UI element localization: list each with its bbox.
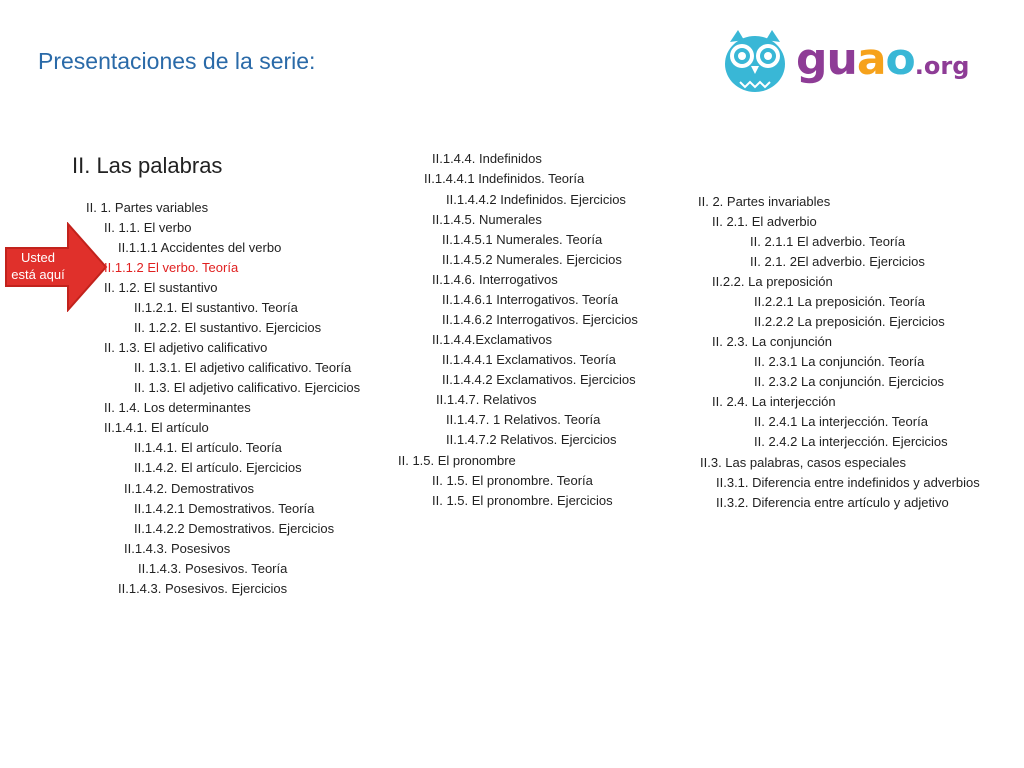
page-title: Presentaciones de la serie: xyxy=(38,48,316,74)
outline-item[interactable]: II.3.2. Diferencia entre artículo y adjetivo xyxy=(716,495,949,510)
outline-item[interactable]: II.1.4.2. Demostrativos xyxy=(124,481,255,496)
outline-item[interactable]: II. 2.1. 2El adverbio. Ejercicios xyxy=(750,254,925,269)
outline-item[interactable]: II.2.2.2 La preposición. Ejercicios xyxy=(754,314,945,329)
outline-item[interactable]: II. 2.3. La conjunción xyxy=(712,334,832,349)
outline-item[interactable]: II.1.4.4. Indefinidos xyxy=(432,151,542,166)
outline-item[interactable]: II.1.4.1. El artículo. Teoría xyxy=(134,440,282,455)
outline-item[interactable]: II.1.4.2.2 Demostrativos. Ejercicios xyxy=(134,521,335,536)
outline-item[interactable]: II. 1.3.1. El adjetivo calificativo. Teoría xyxy=(134,360,352,375)
outline-item[interactable]: II. 1.2. El sustantivo xyxy=(104,280,218,295)
outline-item[interactable]: II.1.4.4.1 Exclamativos. Teoría xyxy=(442,352,616,367)
outline-item[interactable]: II.3.1. Diferencia entre indefinidos y adverbios xyxy=(716,475,980,490)
outline-item[interactable]: II.1.4.3. Posesivos. Ejercicios xyxy=(118,581,288,596)
outline-item[interactable]: II.1.4.7. 1 Relativos. Teoría xyxy=(446,412,601,427)
outline-item[interactable]: II.1.4.5.1 Numerales. Teoría xyxy=(442,232,603,247)
outline-item[interactable]: II. 2.4.1 La interjección. Teoría xyxy=(754,414,928,429)
you-are-here-label: Usted está aquí xyxy=(11,250,65,282)
outline-item[interactable]: II. 2.3.2 La conjunción. Ejercicios xyxy=(754,374,945,389)
outline-item[interactable]: II. 2.1. El adverbio xyxy=(712,214,817,229)
outline-item[interactable]: II.3. Las palabras, casos especiales xyxy=(700,455,906,470)
outline-item[interactable]: II. 1.3. El adjetivo calificativo xyxy=(104,340,268,355)
outline-item[interactable]: II.1.2.1. El sustantivo. Teoría xyxy=(134,300,298,315)
owl-icon xyxy=(720,26,790,96)
outline-item[interactable]: II.2.2. La preposición xyxy=(712,274,833,289)
outline-item[interactable]: II. 1.2.2. El sustantivo. Ejercicios xyxy=(134,320,322,335)
guao-logo[interactable] xyxy=(720,26,970,96)
outline-item[interactable]: II.1.4.6.2 Interrogativos. Ejercicios xyxy=(442,312,638,327)
outline-item[interactable]: II.1.4.4.2 Indefinidos. Ejercicios xyxy=(446,192,626,207)
outline-item[interactable]: II.1.4.6.1 Interrogativos. Teoría xyxy=(442,292,619,307)
outline-item[interactable]: II.1.4.5.2 Numerales. Ejercicios xyxy=(442,252,622,267)
outline-item[interactable]: II.1.4.2. El artículo. Ejercicios xyxy=(134,460,302,475)
outline-item[interactable]: II.1.4.5. Numerales xyxy=(432,212,542,227)
outline-item[interactable]: II. 2.3.1 La conjunción. Teoría xyxy=(754,354,925,369)
outline-item[interactable]: II.1.4.4.Exclamativos xyxy=(432,332,552,347)
outline-item[interactable]: II. 1.5. El pronombre. Teoría xyxy=(432,473,593,488)
outline-item[interactable]: II.2.2.1 La preposición. Teoría xyxy=(754,294,926,309)
outline-item[interactable]: II.1.4.3. Posesivos xyxy=(124,541,231,556)
outline-item[interactable]: II. 2. Partes invariables xyxy=(698,194,831,209)
outline-item[interactable]: II.1.4.3. Posesivos. Teoría xyxy=(138,561,288,576)
outline-item[interactable]: II.1.4.7.2 Relativos. Ejercicios xyxy=(446,432,617,447)
outline-item[interactable]: II. 1. Partes variables xyxy=(86,200,209,215)
outline-item[interactable]: II. 2.1.1 El adverbio. Teoría xyxy=(750,234,906,249)
outline-item[interactable]: II.1.4.1. El artículo xyxy=(104,420,209,435)
logo-wordmark: guao.org xyxy=(796,34,970,85)
outline-item[interactable]: II. 1.5. El pronombre. Ejercicios xyxy=(432,493,613,508)
outline-item[interactable]: II. 2.4.2 La interjección. Ejercicios xyxy=(754,434,948,449)
outline-item[interactable]: II.1.4.4.1 Indefinidos. Teoría xyxy=(424,171,585,186)
outline-item-current[interactable]: II.1.1.2 El verbo. Teoría xyxy=(104,260,239,275)
outline-item[interactable]: II. 1.3. El adjetivo calificativo. Ejercicios xyxy=(134,380,361,395)
outline-item[interactable]: II.1.4.2.1 Demostrativos. Teoría xyxy=(134,501,315,516)
outline-item[interactable]: II. 2.4. La interjección xyxy=(712,394,836,409)
outline-item[interactable]: II. 1.5. El pronombre xyxy=(398,453,516,468)
section-title: II. Las palabras xyxy=(72,153,223,178)
outline-item[interactable]: II.1.4.7. Relativos xyxy=(436,392,537,407)
outline-item[interactable]: II. 1.4. Los determinantes xyxy=(104,400,251,415)
outline-item[interactable]: II.1.1.1 Accidentes del verbo xyxy=(118,240,282,255)
outline-item[interactable]: II. 1.1. El verbo xyxy=(104,220,192,235)
outline-item[interactable]: II.1.4.6. Interrogativos xyxy=(432,272,558,287)
outline-item[interactable]: II.1.4.4.2 Exclamativos. Ejercicios xyxy=(442,372,636,387)
